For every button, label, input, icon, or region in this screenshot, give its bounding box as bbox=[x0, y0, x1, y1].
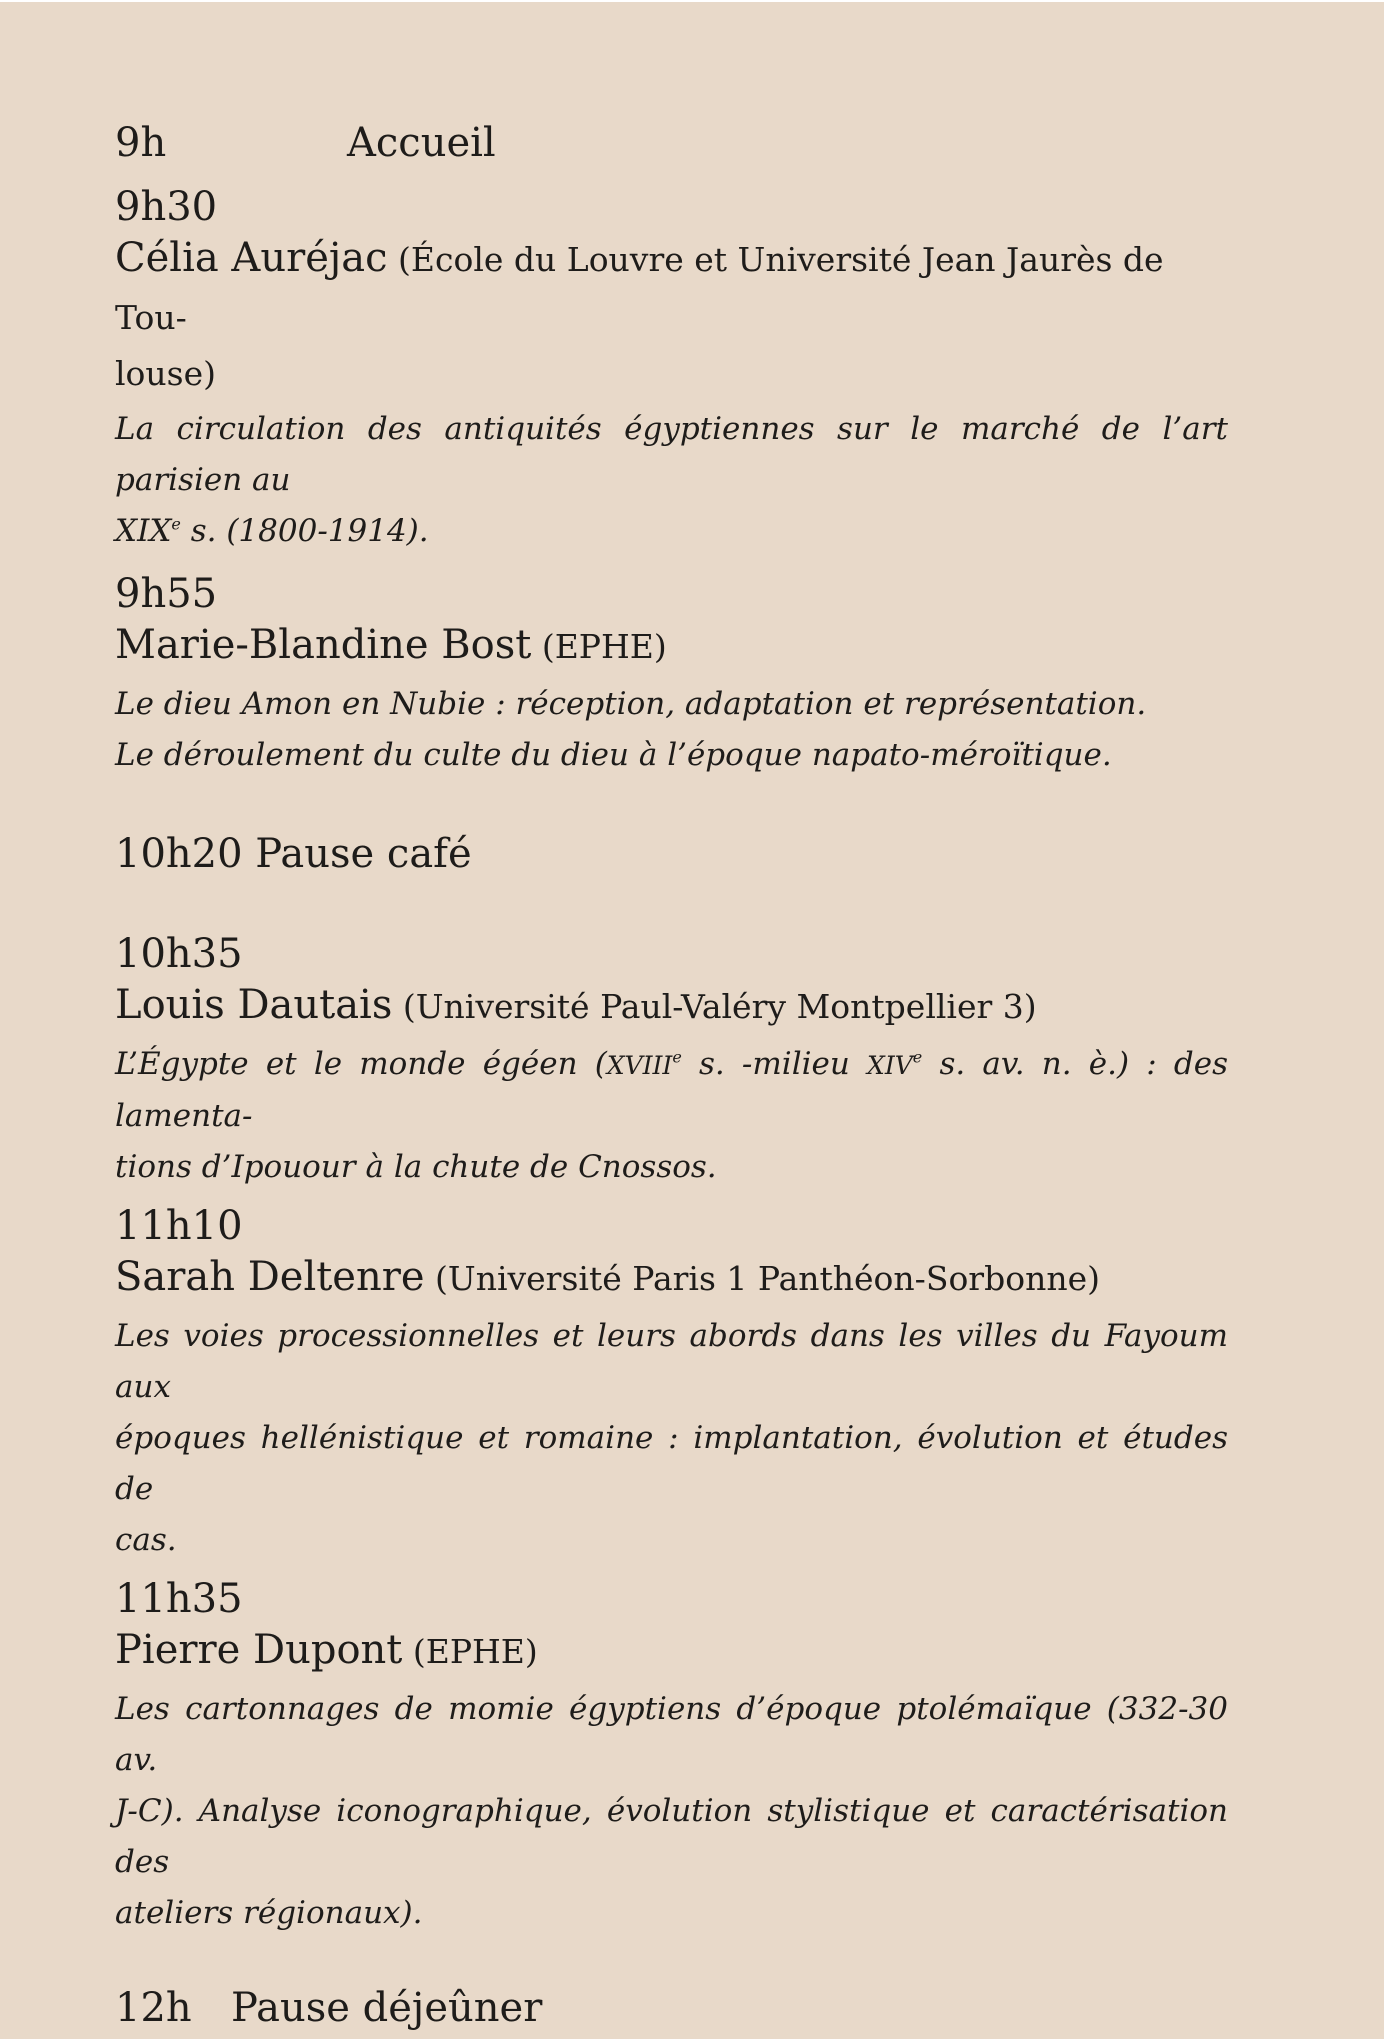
talk-title-line: Les cartonnages de momie égyptiens d’époque ptolémaïque (332-30 av. bbox=[115, 1691, 1228, 1778]
speaker-affiliation: (Université Paul-Valéry Montpellier 3) bbox=[392, 987, 1037, 1026]
talk-speaker-line bbox=[115, 619, 1228, 679]
talk-title-segment: L’Égypte et le monde égéen ( bbox=[115, 1046, 607, 1082]
dejeuner-label: Pause déjeûner bbox=[231, 1985, 543, 2031]
talk-title bbox=[115, 1039, 1228, 1193]
talk-deltenre bbox=[115, 1201, 1228, 1566]
speaker-name: Marie-Blandine Bost bbox=[115, 622, 532, 668]
talk-title-line: La circulation des antiquités égyptiennes sur le marché de l’art parisien au bbox=[115, 411, 1228, 498]
century-superscript: e bbox=[912, 1047, 923, 1067]
talk-dupont bbox=[115, 1574, 1228, 1939]
schedule-item-pause-cafe: 10h20 Pause café bbox=[115, 831, 472, 877]
talk-time: 9h55 bbox=[115, 571, 218, 617]
talk-title bbox=[115, 679, 1228, 781]
schedule-item-accueil bbox=[115, 112, 1228, 174]
talk-title-line: Le déroulement du culte du dieu à l’époque napato-méroïtique. bbox=[115, 737, 1112, 773]
talk-title bbox=[115, 1684, 1228, 1939]
talk-title-line: ateliers régionaux). bbox=[115, 1895, 423, 1931]
talk-title-line bbox=[115, 1039, 1228, 1142]
talk-title-tail: s. (1800-1914). bbox=[180, 513, 429, 549]
talk-time: 10h35 bbox=[115, 931, 243, 977]
century-numeral: XIV bbox=[867, 1051, 913, 1080]
speaker-affiliation: (EPHE) bbox=[402, 1632, 538, 1671]
talk-title-line: J-C). Analyse iconographique, évolution stylistique et caractérisation des bbox=[115, 1793, 1228, 1880]
program-schedule bbox=[115, 112, 1228, 2039]
century-superscript: e bbox=[672, 1047, 682, 1067]
talk-bost bbox=[115, 569, 1228, 781]
talk-title-line bbox=[115, 506, 1228, 557]
talk-title-line: tions d’Ipouour à la chute de Cnossos. bbox=[115, 1149, 717, 1185]
century-superscript: e bbox=[171, 514, 181, 534]
speaker-name: Pierre Dupont bbox=[115, 1627, 403, 1673]
talk-speaker-line-cont bbox=[115, 350, 1228, 404]
talk-time: 11h35 bbox=[115, 1576, 243, 1622]
talk-dautais bbox=[115, 929, 1228, 1193]
accueil-label: Accueil bbox=[347, 120, 496, 166]
speaker-affiliation: (École du Louvre et Université Jean Jaurès de Tou- bbox=[115, 240, 1164, 337]
schedule-item-dejeuner bbox=[115, 1977, 1228, 2039]
talk-speaker-line bbox=[115, 1251, 1228, 1311]
speaker-name: Sarah Deltenre bbox=[115, 1254, 425, 1300]
talk-title-line: Le dieu Amon en Nubie : réception, adaptation et représentation. bbox=[115, 686, 1147, 722]
talk-speaker-line bbox=[115, 232, 1228, 350]
talk-time: 11h10 bbox=[115, 1203, 243, 1249]
top-rule bbox=[0, 0, 1384, 2]
century-numeral: XIX bbox=[115, 513, 172, 549]
talk-title-line: Les voies processionnelles et leurs abords dans les villes du Fayoum aux bbox=[115, 1318, 1228, 1405]
accueil-time: 9h bbox=[115, 120, 167, 166]
talk-title bbox=[115, 1311, 1228, 1566]
talk-title bbox=[115, 404, 1228, 557]
speaker-affiliation: (EPHE) bbox=[531, 627, 667, 666]
talk-time: 9h30 bbox=[115, 184, 218, 230]
speaker-affiliation-cont: louse) bbox=[115, 354, 217, 393]
talk-speaker-line bbox=[115, 979, 1228, 1039]
century-numeral: XVIII bbox=[606, 1051, 673, 1080]
speaker-name: Louis Dautais bbox=[115, 982, 393, 1028]
talk-speaker-line bbox=[115, 1624, 1228, 1684]
talk-title-segment: s. av. n. è.) : des lamenta- bbox=[115, 1046, 1228, 1134]
speaker-name: Célia Auréjac bbox=[115, 235, 388, 281]
dejeuner-time: 12h bbox=[115, 1985, 192, 2031]
talk-title-line: cas. bbox=[115, 1522, 177, 1558]
talk-aurejac bbox=[115, 182, 1228, 557]
speaker-affiliation: (Université Paris 1 Panthéon-Sorbonne) bbox=[424, 1259, 1100, 1298]
talk-title-line: époques hellénistique et romaine : implantation, évolution et études de bbox=[115, 1420, 1228, 1507]
talk-title-segment: s. -milieu bbox=[681, 1046, 868, 1082]
